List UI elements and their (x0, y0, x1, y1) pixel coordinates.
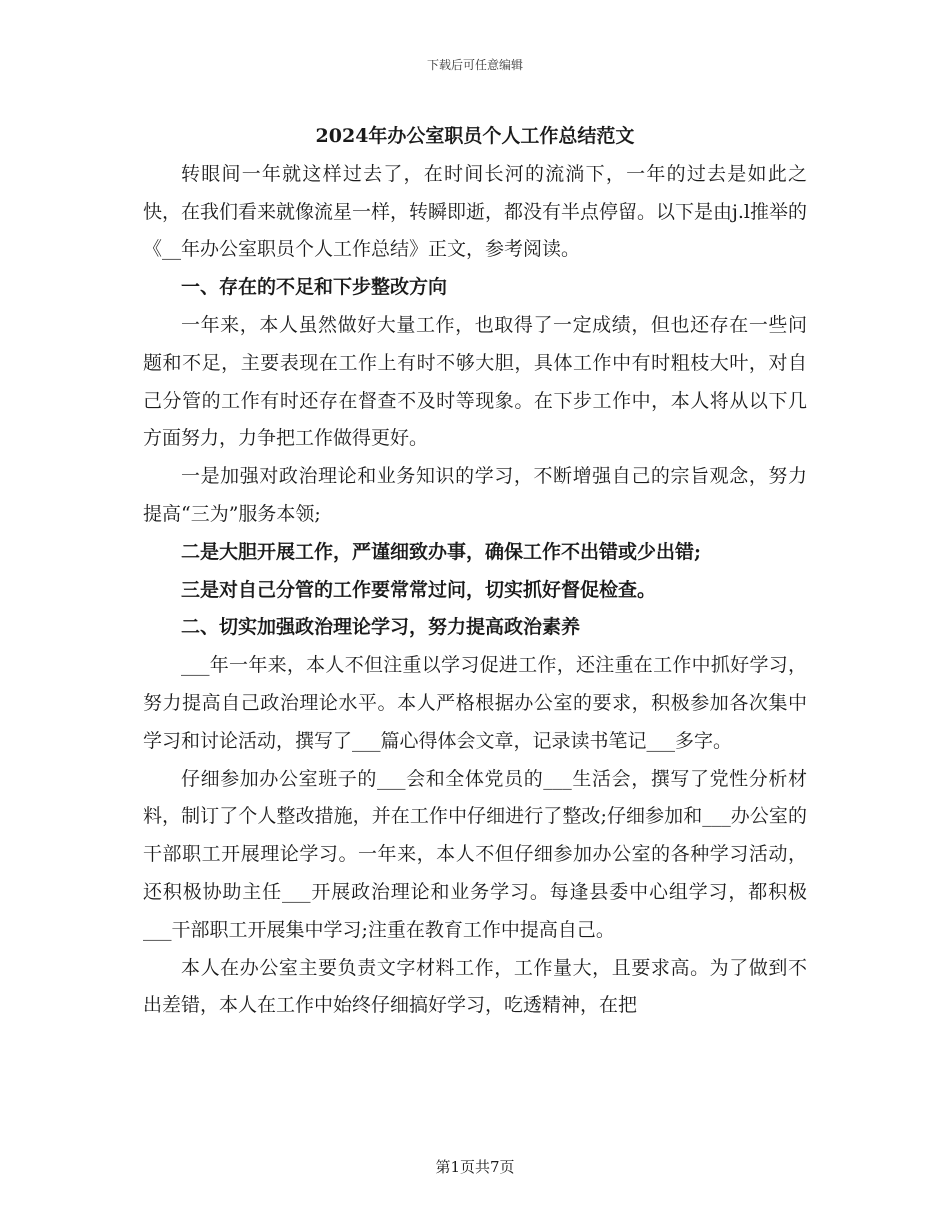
paragraph-shortcomings: 一年来，本人虽然做好大量工作，也取得了一定成绩，但也还存在一些问题和不足，主要表现在工作上有时不够大胆，具体工作中有时粗枝大叶，对自己分管的工作有时还存在督查不及时等现象。在下步工作中，本人将从以下几方面努力，力争把工作做得更好。 (143, 313, 807, 450)
paragraph-study: ___年一年来，本人不但注重以学习促进工作，还注重在工作中抓好学习，努力提高自己政治理论水平。本人严格根据办公室的要求，积极参加各次集中学习和讨论活动，撰写了___篇心得体会文章，记录读书笔记___多字。 (143, 654, 807, 752)
header-note: 下载后可任意编辑 (426, 58, 523, 72)
paragraph-writing-work: 本人在办公室主要负责文字材料工作，工作量大，且要求高。为了做到不出差错，本人在工作中始终仔细搞好学习，吃透精神，在把 (143, 956, 807, 1017)
section-heading-2: 二、切实加强政治理论学习，努力提高政治素养 (181, 616, 581, 639)
paragraph-point-3: 三是对自己分管的工作要常常过问，切实抓好督促检查。 (181, 578, 657, 601)
document-body (143, 118, 807, 1025)
paragraph-intro: 转眼间一年就这样过去了，在时间长河的流淌下，一年的过去是如此之快，在我们看来就像流星一样，转瞬即逝，都没有半点停留。以下是由j.l推举的《__年办公室职员个人工作总结》正文，参考阅读。 (143, 162, 808, 261)
paragraph-point-2: 二是大胆开展工作，严谨细致办事，确保工作不出错或少出错; (181, 540, 702, 563)
document-title: 2024年办公室职员个人工作总结范文 (315, 125, 635, 147)
page-number: 第1页共7页 (435, 1158, 515, 1176)
section-heading-1: 一、存在的不足和下步整改方向 (181, 276, 448, 299)
paragraph-point-1: 一是加强对政治理论和业务知识的学习，不断增强自己的宗旨观念，努力提高“三为”服务本领; (143, 465, 807, 525)
paragraph-meetings: 仔细参加办公室班子的___会和全体党员的___生活会，撰写了党性分析材料，制订了个人整改措施，并在工作中仔细进行了整改;仔细参加和___办公室的干部职工开展理论学习。一年来，本人不但仔细参加办公室的各种学习活动，还积极协助主任___开展政治理论和业务学习。每逢县委中心组学习，都积极___干部职工开展集中学习;注重在教育工作中提高自己。 (143, 767, 807, 941)
